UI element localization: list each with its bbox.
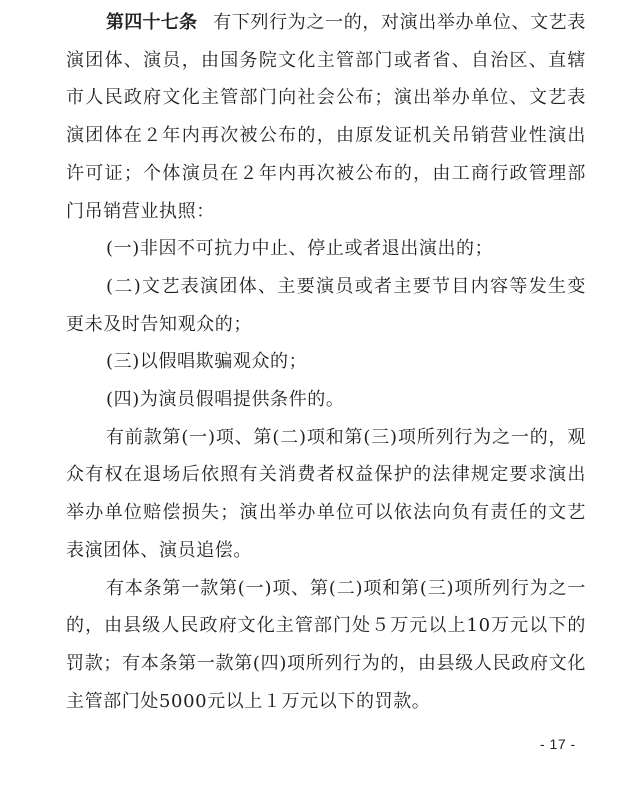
list-item-1: (一)非因不可抗力中止、停止或者退出演出的； [106,238,494,260]
page-number: - 17 - [540,736,576,752]
list-item-3: (三)以假唱欺骗观众的； [106,351,308,373]
penalty-paragraph: 有本条第一款第(一)项、第(二)项和第(三)项所列行为之一的，由县级人民政府文化主管部门处５万元以上10万元以下的罚款；有本条第一款第(四)项所列行为的，由县级人民政府文化主管部门处5000元以上１万元以下的罚款。 [66,577,586,712]
article-intro-text: 有下列行为之一的，对演出举办单位、文艺表演团体、演员，由国务院文化主管部门或者省、自治区、直辖市人民政府文化主管部门向社会公布；演出举办单位、文艺表演团体在２年内再次被公布的，由原发证机关吊销营业性演出许可证；个体演员在２年内再次被公布的，由工商行政管理部门吊销营业执照： [66,12,587,222]
article-intro-paragraph [66,4,586,230]
compensation-paragraph: 有前款第(一)项、第(二)项和第(三)项所列行为之一的，观众有权在退场后依照有关消费者权益保护的法律规定要求演出举办单位赔偿损失；演出举办单位可以依法向负有责任的文艺表演团体、演员追偿。 [66,426,586,561]
list-item-2: (二)文艺表演团体、主要演员或者主要节目内容等发生变更未及时告知观众的； [66,275,586,335]
list-item-4: (四)为演员假唱提供条件的。 [106,389,345,411]
article-heading: 第四十七条 [106,12,198,33]
article-body [66,4,586,720]
